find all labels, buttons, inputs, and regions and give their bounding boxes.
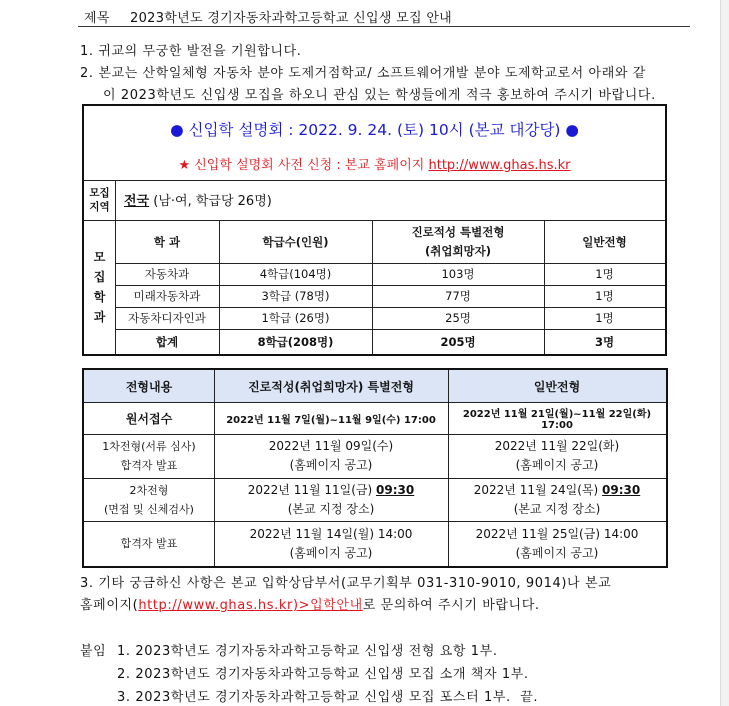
header-classes: 학급수(인원): [262, 234, 329, 249]
second-stage-special: 2022년 11월 11일(금) 09:30 (본교 지정 장소): [247, 482, 415, 516]
total-general: 3명: [594, 334, 615, 349]
dept-name: 자동차과: [144, 267, 190, 281]
subject-row: [78, 4, 690, 27]
first-stage-general: 2022년 11월 22일(화) (홈페이지 공고): [494, 439, 620, 472]
dept-general: 1명: [595, 311, 614, 325]
dept-classes: 1학급 (26명): [261, 311, 330, 325]
schedule-table: [82, 368, 668, 568]
schedule-header-type: 전형내용: [125, 379, 173, 394]
paragraph-2-line-2: 이 2023학년도 신입생 모집을 하오니 관심 있는 학생들에게 적극 홍보하여 주시기 바랍니다.: [103, 88, 656, 103]
department-label: 모 집 학 과: [93, 250, 106, 324]
schedule-header-special: 진로적성(취업희망자) 특별전형: [248, 379, 414, 394]
first-stage-special: 2022년 11월 09일(수) (홈페이지 공고): [268, 439, 394, 472]
subject-label: 제목: [84, 11, 110, 26]
total-label: 합계: [155, 334, 179, 349]
total-classes: 8학급(208명): [257, 334, 334, 349]
dept-classes: 4학급(104명): [259, 267, 332, 281]
attachment-3: 3. 2023학년도 경기자동차과학고등학교 신입생 모집 포스터 1부. 끝.: [117, 690, 539, 705]
region-label: 모집 지역: [89, 187, 110, 213]
header-special: 진로적성 특별전형 (취업희망자): [411, 224, 505, 258]
vertical-scrollbar[interactable]: [720, 0, 729, 706]
attachment-2: 2. 2023학년도 경기자동차과학고등학교 신입생 모집 소개 책자 1부.: [117, 667, 529, 682]
paragraph-1: 1. 귀교의 무궁한 발전을 기원합니다.: [80, 44, 302, 59]
dept-general: 1명: [595, 267, 614, 281]
total-special: 205명: [440, 334, 476, 349]
dept-special: 103명: [441, 267, 475, 281]
dept-general: 1명: [595, 289, 614, 303]
region-value: 전국 (남·여, 학급당 26명): [124, 194, 272, 209]
dept-name: 자동차디자인과: [128, 311, 206, 325]
schedule-header-general: 일반전형: [533, 379, 581, 394]
divider: [84, 180, 665, 181]
seminar-announcement: ● 신입학 설명회 : 2022. 9. 24. (토) 10시 (본교 대강당) ●: [170, 121, 579, 139]
seminar-application: [84, 154, 665, 173]
attachment-1: 1. 2023학년도 경기자동차과학고등학교 신입생 전형 요항 1부.: [117, 644, 498, 659]
dept-special: 77명: [445, 289, 471, 303]
dept-special: 25명: [445, 311, 471, 325]
paragraph-2-line-1: 2. 본교는 산학일체형 자동차 분야 도제거점학교/ 소프트웨어개발 분야 도제학교로서 아래와 같: [80, 66, 646, 81]
paragraph-3-line-2: 홈페이지(http://www.ghas.hs.kr)>입학안내로 문의하여 주시기 바랍니다.: [80, 598, 540, 613]
paragraph-3-line-1: 3. 기타 궁금하신 사항은 본교 입학상담부서(교무기획부 031-310-9010, 9014)나 본교: [80, 576, 612, 591]
dept-name: 미래자동차과: [133, 289, 201, 303]
final-result-general: 2022년 11월 25일(금) 14:00 (홈페이지 공고): [475, 526, 639, 560]
header-general: 일반전형: [582, 234, 627, 249]
homepage-link[interactable]: http://www.ghas.hs.kr: [428, 158, 571, 173]
second-stage-general: 2022년 11월 24일(목) 09:30 (본교 지정 장소): [473, 482, 641, 516]
dept-classes: 3학급 (78명): [261, 289, 330, 303]
second-stage-label: 2차전형 (면접 및 신체검사): [104, 483, 194, 516]
apply-general: 2022년 11월 21일(월)~11월 22일(화) 17:00: [462, 409, 652, 431]
apply-special: 2022년 11월 7일(월)~11월 9일(수) 17:00: [226, 414, 436, 426]
final-result-special: 2022년 11월 14일(월) 14:00 (홈페이지 공고): [249, 526, 413, 560]
header-department: 학 과: [153, 234, 181, 249]
apply-label: 원서접수: [125, 411, 173, 426]
admission-link[interactable]: http://www.ghas.hs.kr)>입학안내: [138, 598, 363, 613]
attachment-label: 붙임: [80, 644, 107, 659]
end-mark: 끝.: [520, 690, 539, 705]
admission-info-box: [82, 104, 667, 356]
application-text: ★ 신입학 설명회 사전 신청 : 본교 홈페이지: [178, 158, 429, 173]
first-stage-label: 1차전형(서류 심사) 합격자 발표: [102, 440, 196, 472]
final-result-label: 합격자 발표: [120, 537, 178, 550]
subject-title: 2023학년도 경기자동차과학고등학교 신입생 모집 안내: [130, 11, 453, 26]
